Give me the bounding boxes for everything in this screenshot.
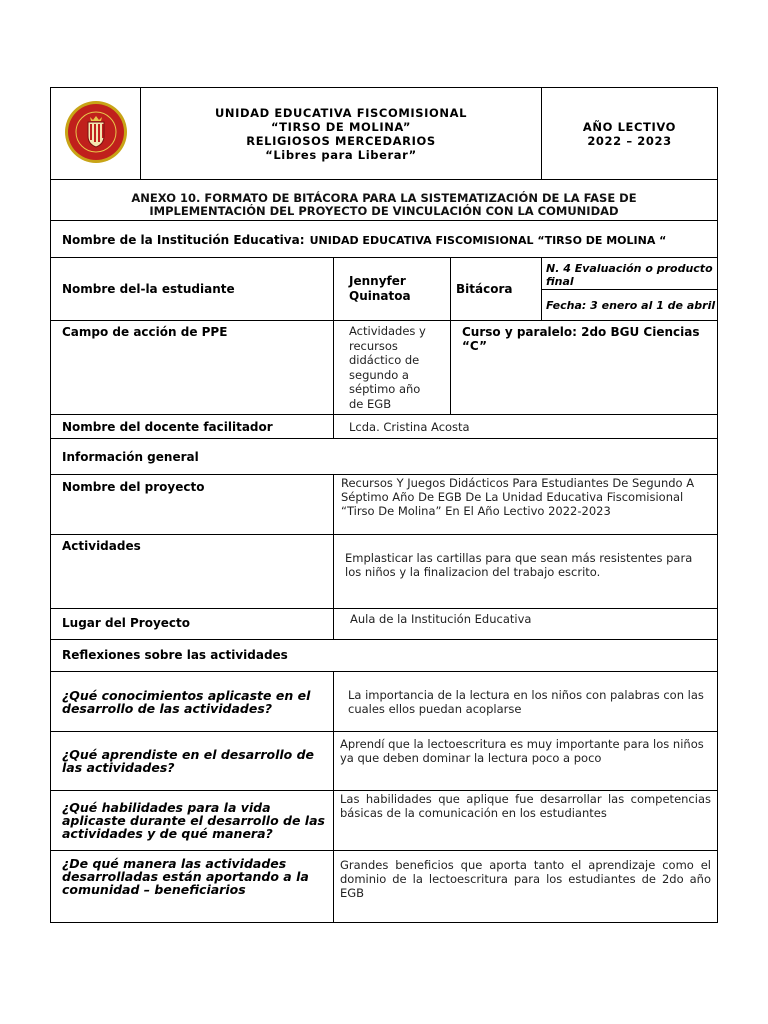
- campo-value: Actividades y recursos didáctico de segundo a séptimo año de EGB: [334, 321, 451, 415]
- question-row: [51, 732, 718, 791]
- lugar-label: Lugar del Proyecto: [51, 609, 334, 640]
- school-motto: “Libres para Liberar”: [265, 147, 417, 162]
- proyecto-row: [51, 475, 718, 535]
- proyecto-value: Recursos Y Juegos Didácticos Para Estudiantes De Segundo A Séptimo Año De EGB De La Unidad Educativa Fiscomisional “Tirso De Molina” En El Año Lectivo 2022-2023: [334, 475, 718, 535]
- logo-cell: [51, 88, 141, 180]
- document-title: [51, 180, 718, 221]
- question-row: [51, 851, 718, 923]
- school-subname: “TIRSO DE MOLINA”: [270, 119, 412, 134]
- header-row: [51, 88, 718, 180]
- religious-order: RELIGIOSOS MERCEDARIOS: [246, 133, 436, 148]
- institution-cell: [51, 221, 718, 258]
- student-label: Nombre del-la estudiante: [51, 258, 334, 321]
- bitacora-table: [50, 87, 718, 923]
- campo-row: [51, 321, 718, 415]
- school-year-label: AÑO LECTIVO: [582, 119, 677, 134]
- info-general-row: [51, 439, 718, 475]
- fecha-value: Fecha: 3 enero al 1 de abril: [542, 290, 718, 321]
- question-row: [51, 791, 718, 851]
- actividades-value: Emplasticar las cartillas para que sean más resistentes para los niños y la finalizacion del trabajo escrito.: [334, 535, 718, 609]
- curso-paralelo: Curso y paralelo: 2do BGU Ciencias “C”: [451, 321, 718, 415]
- answer-text: La importancia de la lectura en los niños con palabras con las cuales ellos puedan acoplarse: [334, 672, 718, 732]
- title-line-1: ANEXO 10. FORMATO DE BITÁCORA PARA LA SISTEMATIZACIÓN DE LA FASE DE: [131, 191, 637, 205]
- actividades-label: Actividades: [51, 535, 334, 609]
- document-page: [50, 87, 717, 923]
- info-general-heading: Información general: [51, 439, 718, 475]
- school-year-cell: [542, 88, 718, 180]
- proyecto-label: Nombre del proyecto: [51, 475, 334, 535]
- school-header: [141, 88, 542, 180]
- question-text: ¿De qué manera las actividades desarrolladas están aportando a la comunidad – beneficiarios: [51, 851, 334, 923]
- student-name: [334, 258, 451, 321]
- school-year-value: 2022 – 2023: [587, 133, 672, 148]
- institution-label: Nombre de la Institución Educativa:: [62, 233, 305, 247]
- student-last-name: Quinatoa: [349, 289, 411, 303]
- question-text: ¿Qué conocimientos aplicaste en el desarrollo de las actividades?: [51, 672, 334, 732]
- school-name: UNIDAD EDUCATIVA FISCOMISIONAL: [214, 105, 468, 120]
- docente-row: [51, 415, 718, 439]
- student-first-name: Jennyfer: [349, 274, 406, 288]
- institution-row: [51, 221, 718, 258]
- title-line-2: IMPLEMENTACIÓN DEL PROYECTO DE VINCULACIÓN CON LA COMUNIDAD: [149, 204, 619, 218]
- bitacora-value: N. 4 Evaluación o producto final: [542, 258, 718, 290]
- lugar-row: [51, 609, 718, 640]
- institution-value: UNIDAD EDUCATIVA FISCOMISIONAL “TIRSO DE MOLINA “: [309, 234, 667, 247]
- title-row: [51, 180, 718, 221]
- question-row: [51, 672, 718, 732]
- answer-text: Aprendí que la lectoescritura es muy importante para los niños ya que deben dominar la lectura poco a poco: [334, 732, 718, 791]
- docente-label: Nombre del docente facilitador: [51, 415, 334, 439]
- answer-text: Las habilidades que aplique fue desarrollar las competencias básicas de la comunicación en los estudiantes: [334, 791, 718, 851]
- student-row: [51, 258, 718, 290]
- school-seal-icon: [64, 100, 128, 164]
- reflexiones-row: [51, 640, 718, 672]
- bitacora-label: Bitácora: [451, 258, 542, 321]
- docente-value: Lcda. Cristina Acosta: [334, 415, 718, 439]
- question-text: ¿Qué aprendiste en el desarrollo de las actividades?: [51, 732, 334, 791]
- answer-text: Grandes beneficios que aporta tanto el aprendizaje como el dominio de la lectoescritura para los estudiantes de 2do año EGB: [334, 851, 718, 923]
- reflexiones-heading: Reflexiones sobre las actividades: [51, 640, 718, 672]
- actividades-row: [51, 535, 718, 609]
- question-text: ¿Qué habilidades para la vida aplicaste durante el desarrollo de las actividades y de qué manera?: [51, 791, 334, 851]
- campo-label: Campo de acción de PPE: [51, 321, 334, 415]
- lugar-value: Aula de la Institución Educativa: [334, 609, 718, 640]
